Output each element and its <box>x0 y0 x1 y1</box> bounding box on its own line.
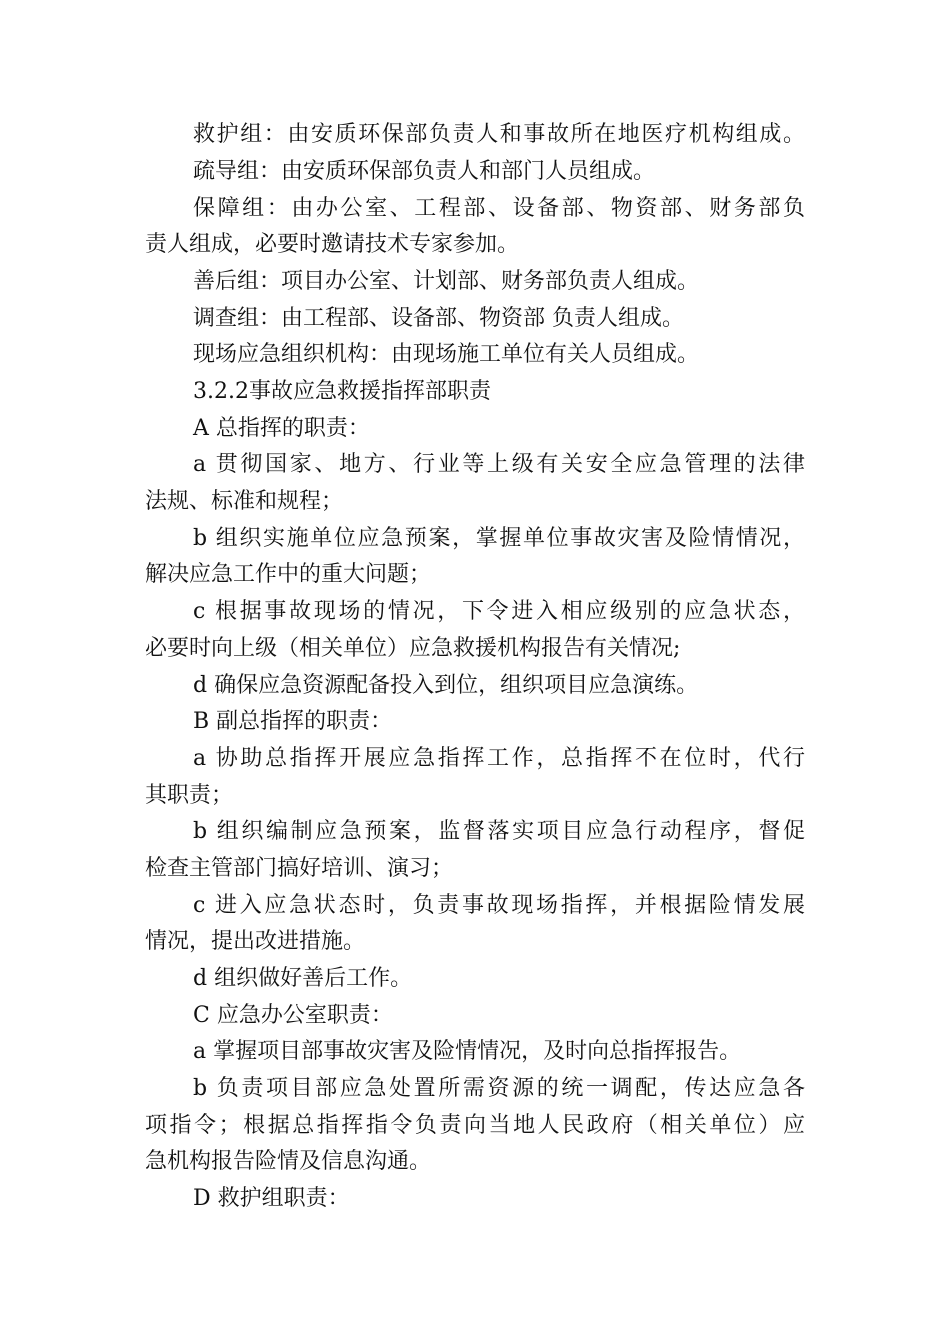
text-line: b 负责项目部应急处置所需资源的统一调配，传达应急各 <box>193 1076 805 1101</box>
text-line: 必要时向上级（相关单位）应急救援机构报告有关情况; <box>145 636 681 661</box>
text-line: B 副总指挥的职责： <box>193 709 393 734</box>
text-line: d 确保应急资源配备投入到位，组织项目应急演练。 <box>193 673 699 698</box>
text-line: 保障组：由办公室、工程部、设备部、物资部、财务部负 <box>193 196 805 221</box>
text-line: 检查主管部门搞好培训、演习； <box>145 856 454 881</box>
text-line: 急机构报告险情及信息沟通。 <box>145 1149 432 1174</box>
text-line: A 总指挥的职责： <box>193 416 370 441</box>
text-line: D 救护组职责： <box>193 1186 350 1211</box>
text-line: c 进入应急状态时，负责事故现场指挥，并根据险情发展 <box>193 893 805 918</box>
text-line: a 协助总指挥开展应急指挥工作，总指挥不在位时，代行 <box>193 746 805 771</box>
text-line: 责人组成，必要时邀请技术专家参加。 <box>145 232 520 257</box>
text-line: 情况，提出改进措施。 <box>145 929 366 954</box>
text-line: 善后组：项目办公室、计划部、财务部负责人组成。 <box>193 269 700 294</box>
text-line: 救护组：由安质环保部负责人和事故所在地医疗机构组成。 <box>193 122 805 147</box>
text-line: b 组织编制应急预案，监督落实项目应急行动程序，督促 <box>193 819 805 844</box>
text-line: 法规、标准和规程； <box>145 489 344 514</box>
text-line: b 组织实施单位应急预案，掌握单位事故灾害及险情情况， <box>193 526 805 551</box>
text-line: a 贯彻国家、地方、行业等上级有关安全应急管理的法律 <box>193 452 805 477</box>
text-line: C 应急办公室职责： <box>193 1003 393 1028</box>
text-line: 调查组：由工程部、设备部、物资部 负责人组成。 <box>193 306 684 331</box>
section-heading: 3.2.2事故应急救援指挥部职责 <box>193 379 491 404</box>
text-line: 其职责； <box>145 783 234 808</box>
text-line: 疏导组：由安质环保部负责人和部门人员组成。 <box>193 159 656 184</box>
text-line: 解决应急工作中的重大问题； <box>145 562 432 587</box>
text-line: a 掌握项目部事故灾害及险情情况，及时向总指挥报告。 <box>193 1039 742 1064</box>
text-line: 现场应急组织机构：由现场施工单位有关人员组成。 <box>193 342 700 367</box>
text-line: d 组织做好善后工作。 <box>193 966 413 991</box>
text-line: 项指令；根据总指挥指令负责向当地人民政府（相关单位）应 <box>145 1113 805 1138</box>
text-line: c 根据事故现场的情况，下令进入相应级别的应急状态， <box>193 599 805 624</box>
